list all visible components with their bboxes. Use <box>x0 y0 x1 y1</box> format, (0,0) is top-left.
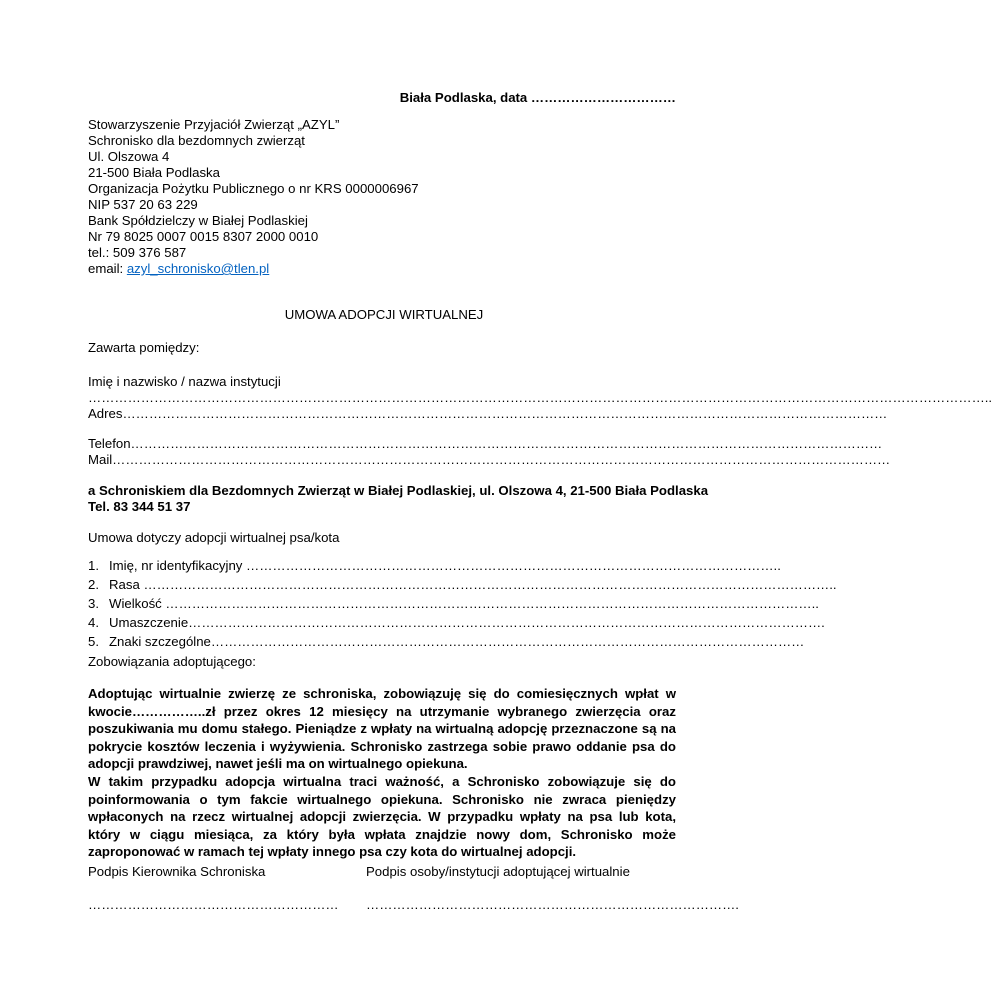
address-line: 21-500 Biała Podlaska <box>88 165 220 180</box>
obligations-paragraph-1: Adoptując wirtualnie zwierzę ze schroniska, zobowiązuję się do comiesięcznych wpłat w kwocie……………..zł przez okres 12 miesięcy na utrzymanie wybranego zwierzęcia oraz poszukiwania mu domu stałego. Pieniądze z wpłaty na wirtualną adopcję przeznaczone są na pokrycie kosztów leczenia i wyżywienia. Schronisko zastrzega sobie prawo oddanie psa do adopcji prawdziwej, nawet jeśli ma on wirtualnego opiekuna. <box>88 686 676 772</box>
mail-field-line[interactable]: Mail…………………………………………………………………………………………………………………………………………………………… <box>88 452 891 467</box>
list-item <box>88 613 825 632</box>
address-field-line[interactable]: Adres………………………………………………………………………………………………………………………………………………………… <box>88 406 888 421</box>
item-number: 4. <box>88 615 99 630</box>
item-number: 2. <box>88 577 99 592</box>
item-field[interactable]: Znaki szczególne……………………………………………………………………………………………………………………… <box>109 634 805 649</box>
list-item <box>88 632 805 651</box>
item-number: 3. <box>88 596 99 611</box>
shelter-line-2: Tel. 83 344 51 37 <box>88 499 191 514</box>
name-dots-line[interactable]: …………………………………………………………………………………………………………………………………………………………………………………….. <box>88 390 992 405</box>
email-link[interactable]: azyl_schronisko@tlen.pl <box>126 261 270 276</box>
subject-line: Umowa dotyczy adopcji wirtualnej psa/kota <box>88 530 340 545</box>
animal-details-list <box>88 556 837 651</box>
item-field[interactable]: Wielkość ………………………………………………………………………………………………………………………………….. <box>109 596 819 611</box>
obligations-text <box>88 685 676 861</box>
signature-left-line[interactable]: ………………………………………………… <box>88 897 339 912</box>
email-line <box>88 261 269 277</box>
obligations-label: Zobowiązania adoptującego: <box>88 654 256 669</box>
phone-field-line[interactable]: Telefon……………………………………………………………………………………………………………………………………………………… <box>88 436 883 451</box>
obligations-paragraph-2: W takim przypadku adopcja wirtualna traci ważność, a Schronisko zobowiązuje się do poinformowania o tym fakcie wirtualnego opiekuna. Schronisko nie zwraca pieniędzy wpłaconych na rzecz wirtualnej adopcji zwierzęcia. W przypadku wpłaty na psa lub kota, który w ciągu miesiąca, za który była wpłata znajdzie nowy dom, Schronisko może zaproponować w ramach tej wpłaty innego psa czy kota do wirtualnej adopcji. <box>88 773 676 860</box>
between-label: Zawarta pomiędzy: <box>88 340 200 355</box>
address-line: tel.: 509 376 587 <box>88 245 187 260</box>
address-line: Schronisko dla bezdomnych zwierząt <box>88 133 305 148</box>
item-field[interactable]: Imię, nr identyfikacyjny ………………………………………………………………………………………………………….. <box>109 558 781 573</box>
email-label: email: <box>88 261 127 276</box>
address-line: Ul. Olszowa 4 <box>88 149 170 164</box>
address-line: Nr 79 8025 0007 0015 8307 2000 0010 <box>88 229 319 244</box>
list-item <box>88 594 819 613</box>
signature-left-label: Podpis Kierownika Schroniska <box>88 864 266 879</box>
item-number: 5. <box>88 634 99 649</box>
list-item <box>88 575 837 594</box>
place-date: Biała Podlaska, data …………………………… <box>399 90 676 105</box>
item-field[interactable]: Umaszczenie………………………………………………………………………………………………………………………………. <box>109 615 825 630</box>
item-number: 1. <box>88 558 99 573</box>
name-label: Imię i nazwisko / nazwa instytucji <box>88 374 281 389</box>
list-item <box>88 556 781 575</box>
signature-right-label: Podpis osoby/instytucji adoptującej wirtualnie <box>366 864 630 879</box>
address-line: Organizacja Pożytku Publicznego o nr KRS 0000006967 <box>88 181 419 196</box>
address-line: Stowarzyszenie Przyjaciół Zwierząt „AZYL” <box>88 117 340 132</box>
shelter-line-1: a Schroniskiem dla Bezdomnych Zwierząt w Białej Podlaskiej, ul. Olszowa 4, 21-500 Biała Podlaska <box>88 483 709 498</box>
document-title: UMOWA ADOPCJI WIRTUALNEJ <box>284 307 484 322</box>
item-field[interactable]: Rasa ………………………………………………………………………………………………………………………………………….. <box>109 577 837 592</box>
signature-right-line[interactable]: …………………………………………………………………………. <box>366 897 739 912</box>
address-line: NIP 537 20 63 229 <box>88 197 198 212</box>
address-line: Bank Spółdzielczy w Białej Podlaskiej <box>88 213 308 228</box>
